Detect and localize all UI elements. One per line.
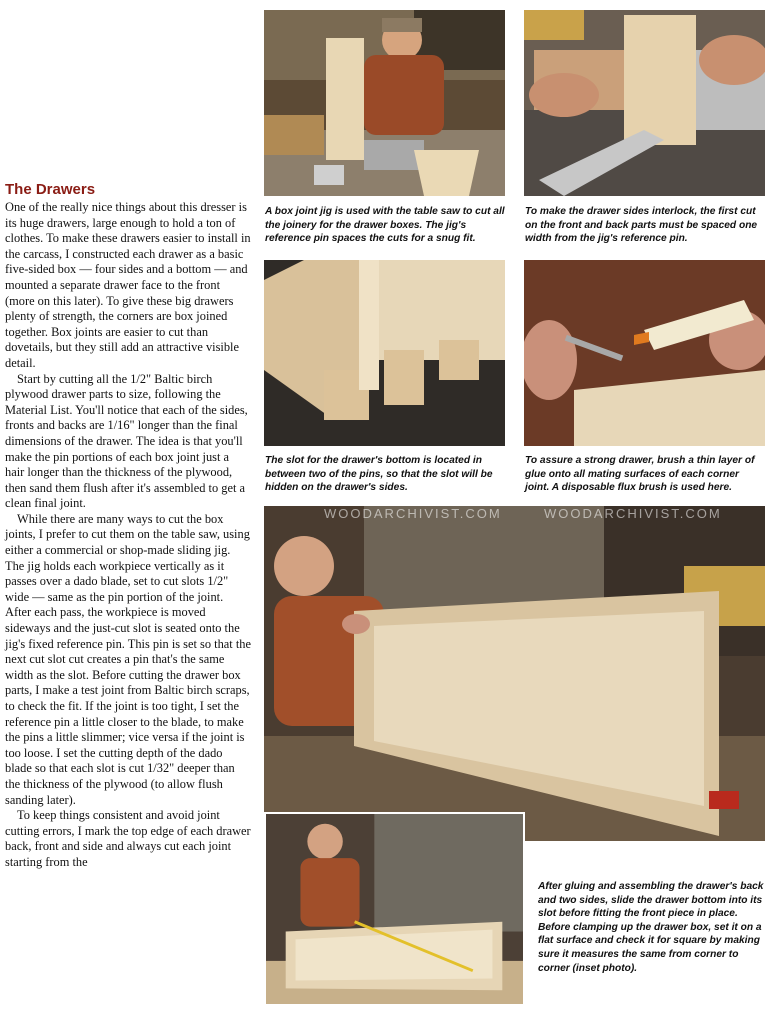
photo-box-joint-jig bbox=[264, 10, 505, 196]
caption-glue: To assure a strong drawer, brush a thin layer of glue onto all mating surfaces of each corner joint. A disposable flux brush is used here. bbox=[525, 455, 755, 494]
paragraph: One of the really nice things about this dresser is its huge drawers, large enough to hold a ton of clothes. To make these drawers easier to install in the carcass, I constructed each drawer as a basic five-sided box — four sides and a bottom — and mounted a separate drawer face to the front (more on this later). To give these big drawers plenty of strength, the corners are box joined together. Box joints are easier to cut than dovetails, but they still add an attractive visible detail. bbox=[5, 200, 251, 370]
watermark: WOODARCHIVIST.COM bbox=[324, 506, 502, 521]
caption-assemble: After gluing and assembling the drawer's back and two sides, slide the drawer bottom into its slot before fitting the front piece in place. Before clamping up the drawer box, set it on a flat surface and check it for square by making sure it measures the same from corner to corner (inset photo). bbox=[538, 881, 764, 974]
photo-glue bbox=[524, 260, 765, 446]
caption-interlock: To make the drawer sides interlock, the first cut on the front and back parts must be spaced one width from the jig's reference pin. bbox=[525, 206, 758, 245]
section-title: The Drawers bbox=[5, 181, 96, 198]
watermark: WOODARCHIVIST.COM bbox=[544, 506, 722, 521]
article-body bbox=[5, 200, 251, 871]
paragraph: Start by cutting all the 1/2" Baltic birch plywood drawer parts to size, following the Material List. You'll notice that each of the sides, fronts and backs are 1/16" longer than the final dimensions of the drawer. The idea is that you'll make the pin portions of each box joint just a hair longer than the thickness of the plywood, then sand them flush after it's assembled to get a clean final joint. bbox=[5, 371, 248, 511]
paragraph: To keep things consistent and avoid joint cutting errors, I mark the top edge of each drawer back, front and side and always cut each joint starting from the bbox=[5, 808, 251, 869]
photo-inset-square bbox=[264, 812, 525, 1006]
photo-interlock bbox=[524, 10, 765, 196]
photo-slot bbox=[264, 260, 505, 446]
paragraph: While there are many ways to cut the box joints, I prefer to cut them on the table saw, using either a commercial or shop-made sliding jig. The jig holds each workpiece vertically as it passes over a dado blade, set to cut slots 1/2" wide — same as the pin portion of the joint. After each pass, the workpiece is moved sideways and the just-cut slot is seated onto the jig's fixed reference pin. This pin is set so that the next cut slot cut creates a pin that's the same width as the slot. Before cutting the drawer box parts, I make a test joint from Baltic birch scraps, to check the fit. If the joint is too tight, I set the reference pin a little closer to the blade, to make the pins a little slimmer; vice versa if the joint is too loose. I set the cutting depth of the dado blade so that each slot is cut 1/32" deeper than the thickness of the plywood (to allow flush sanding later). bbox=[5, 511, 251, 807]
photo-drawer-box bbox=[264, 506, 765, 841]
caption-slot: The slot for the drawer's bottom is located in between two of the pins, so that the slot will be hidden on the drawer's sides. bbox=[265, 455, 493, 494]
caption-jig: A box joint jig is used with the table saw to cut all the joinery for the drawer boxes. The jig's reference pin spaces the cuts for a snug fit. bbox=[265, 206, 505, 245]
